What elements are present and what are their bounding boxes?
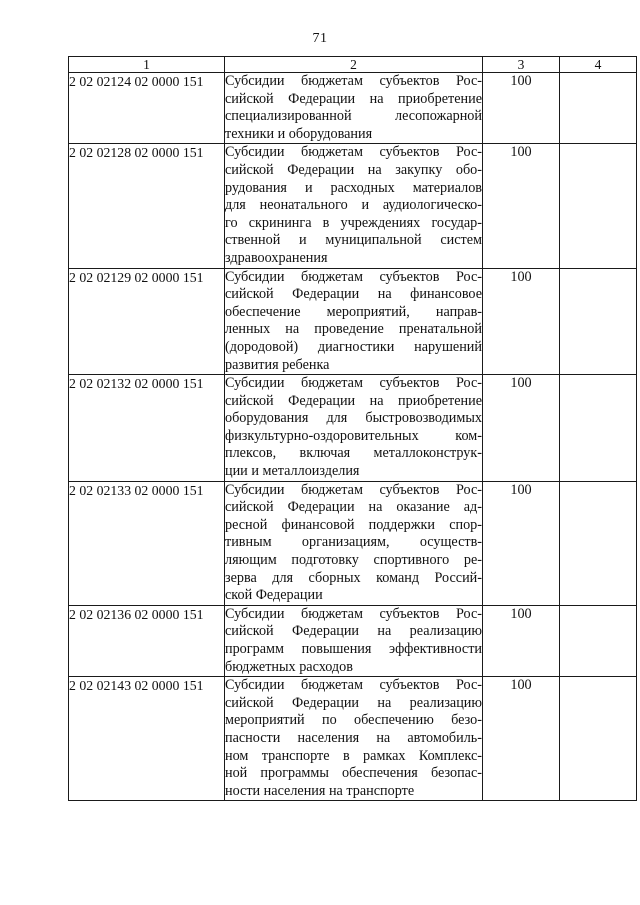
table-row xyxy=(69,144,637,268)
column-header-4: 4 xyxy=(560,57,637,73)
column-header-3: 3 xyxy=(483,57,560,73)
column-4-cell xyxy=(560,268,637,375)
budget-code-cell: 2 02 02132 02 0000 151 xyxy=(69,375,225,482)
description-line: зерва для сборных команд Россий- xyxy=(225,569,482,586)
value-cell: 100 xyxy=(483,144,560,268)
description-line: сийской Федерации на приобретение xyxy=(225,392,482,409)
description-line: техники и оборудования xyxy=(225,125,373,142)
description-line: ной программы обеспечения безопас- xyxy=(225,765,482,782)
column-4-cell xyxy=(560,144,637,268)
description-cell xyxy=(225,481,483,605)
description-line: сийской Федерации на приобретение xyxy=(225,90,482,107)
description-cell xyxy=(225,605,483,676)
description-line: пасности населения на автомобиль- xyxy=(225,729,482,746)
description-cell xyxy=(225,375,483,482)
description-line: ленных на проведение пренатальной xyxy=(225,321,482,338)
description-line: оборудования для быстровозводимых xyxy=(225,410,482,427)
description-line: ресной финансовой поддержки спор- xyxy=(225,516,482,533)
budget-code-cell: 2 02 02143 02 0000 151 xyxy=(69,677,225,801)
budget-code-cell: 2 02 02136 02 0000 151 xyxy=(69,605,225,676)
column-4-cell xyxy=(560,375,637,482)
description-line: сийской Федерации на реализацию xyxy=(225,623,482,640)
table-header xyxy=(69,57,637,73)
description-line: Субсидии бюджетам субъектов Рос- xyxy=(225,73,482,89)
description-line: сийской Федерации на финансовое xyxy=(225,286,482,303)
table-row xyxy=(69,73,637,144)
value-cell: 100 xyxy=(483,375,560,482)
column-4-cell xyxy=(560,605,637,676)
description-line: сийской Федерации на оказание ад- xyxy=(225,499,482,516)
description-line: ном транспорте в рамках Комплекс- xyxy=(225,747,482,764)
description-line: ции и металлоизделия xyxy=(225,463,360,480)
description-line: рудования и расходных материалов xyxy=(225,179,482,196)
description-line: программ повышения эффективности xyxy=(225,641,482,657)
description-line: Субсидии бюджетам субъектов Рос- xyxy=(225,677,482,694)
budget-code-cell: 2 02 02133 02 0000 151 xyxy=(69,481,225,605)
value-cell: 100 xyxy=(483,481,560,605)
description-line: физкультурно-оздоровительных ком- xyxy=(225,427,482,444)
description-line: Субсидии бюджетам субъектов Рос- xyxy=(225,268,482,285)
description-cell xyxy=(225,268,483,375)
description-line: ской Федерации xyxy=(225,587,323,604)
table-row xyxy=(69,481,637,605)
description-line: ственной и муниципальной систем xyxy=(225,232,482,249)
value-cell: 100 xyxy=(483,677,560,801)
description-line: ляющим подготовку спортивного ре- xyxy=(225,552,482,569)
description-line: Субсидии бюджетам субъектов Рос- xyxy=(225,144,482,161)
description-line: ности населения на транспорте xyxy=(225,782,415,799)
description-line: Субсидии бюджетам субъектов Рос- xyxy=(225,605,482,622)
description-line: сийской Федерации на закупку обо- xyxy=(225,161,482,178)
header-row xyxy=(69,57,637,73)
table-row xyxy=(69,268,637,375)
description-line: сийской Федерации на реализацию xyxy=(225,694,482,711)
table-row xyxy=(69,605,637,676)
budget-code-cell: 2 02 02128 02 0000 151 xyxy=(69,144,225,268)
column-4-cell xyxy=(560,677,637,801)
description-line: специализированной лесопожарной xyxy=(225,108,482,125)
description-line: обеспечение мероприятий, направ- xyxy=(225,303,482,320)
column-header-1: 1 xyxy=(69,57,225,73)
description-line: го скрининга в учреждениях государ- xyxy=(225,214,482,231)
description-line: бюджетных расходов xyxy=(225,658,353,675)
value-cell: 100 xyxy=(483,268,560,375)
budget-table xyxy=(68,56,637,801)
value-cell: 100 xyxy=(483,73,560,144)
column-4-cell xyxy=(560,481,637,605)
table-row xyxy=(69,677,637,801)
page-number: 71 xyxy=(312,31,328,46)
description-line: здравоохранения xyxy=(225,249,328,266)
description-line: мероприятий по обеспечению безо- xyxy=(225,712,482,729)
table-row xyxy=(69,375,637,482)
column-header-2: 2 xyxy=(225,57,483,73)
budget-code-cell: 2 02 02129 02 0000 151 xyxy=(69,268,225,375)
description-cell xyxy=(225,73,483,144)
column-4-cell xyxy=(560,73,637,144)
description-line: развития ребенка xyxy=(225,356,330,373)
description-line: тивным организациям, осуществ- xyxy=(225,534,482,551)
description-line: Субсидии бюджетам субъектов Рос- xyxy=(225,375,482,392)
table-body xyxy=(69,73,637,801)
description-line: Субсидии бюджетам субъектов Рос- xyxy=(225,481,482,498)
description-line: плексов, включая металлоконструк- xyxy=(225,445,482,462)
description-line: (дородовой) диагностики нарушений xyxy=(225,338,482,355)
budget-code-cell: 2 02 02124 02 0000 151 xyxy=(69,73,225,144)
description-line: для неонатального и аудиологическо- xyxy=(225,197,482,214)
description-cell xyxy=(225,677,483,801)
description-cell xyxy=(225,144,483,268)
value-cell: 100 xyxy=(483,605,560,676)
